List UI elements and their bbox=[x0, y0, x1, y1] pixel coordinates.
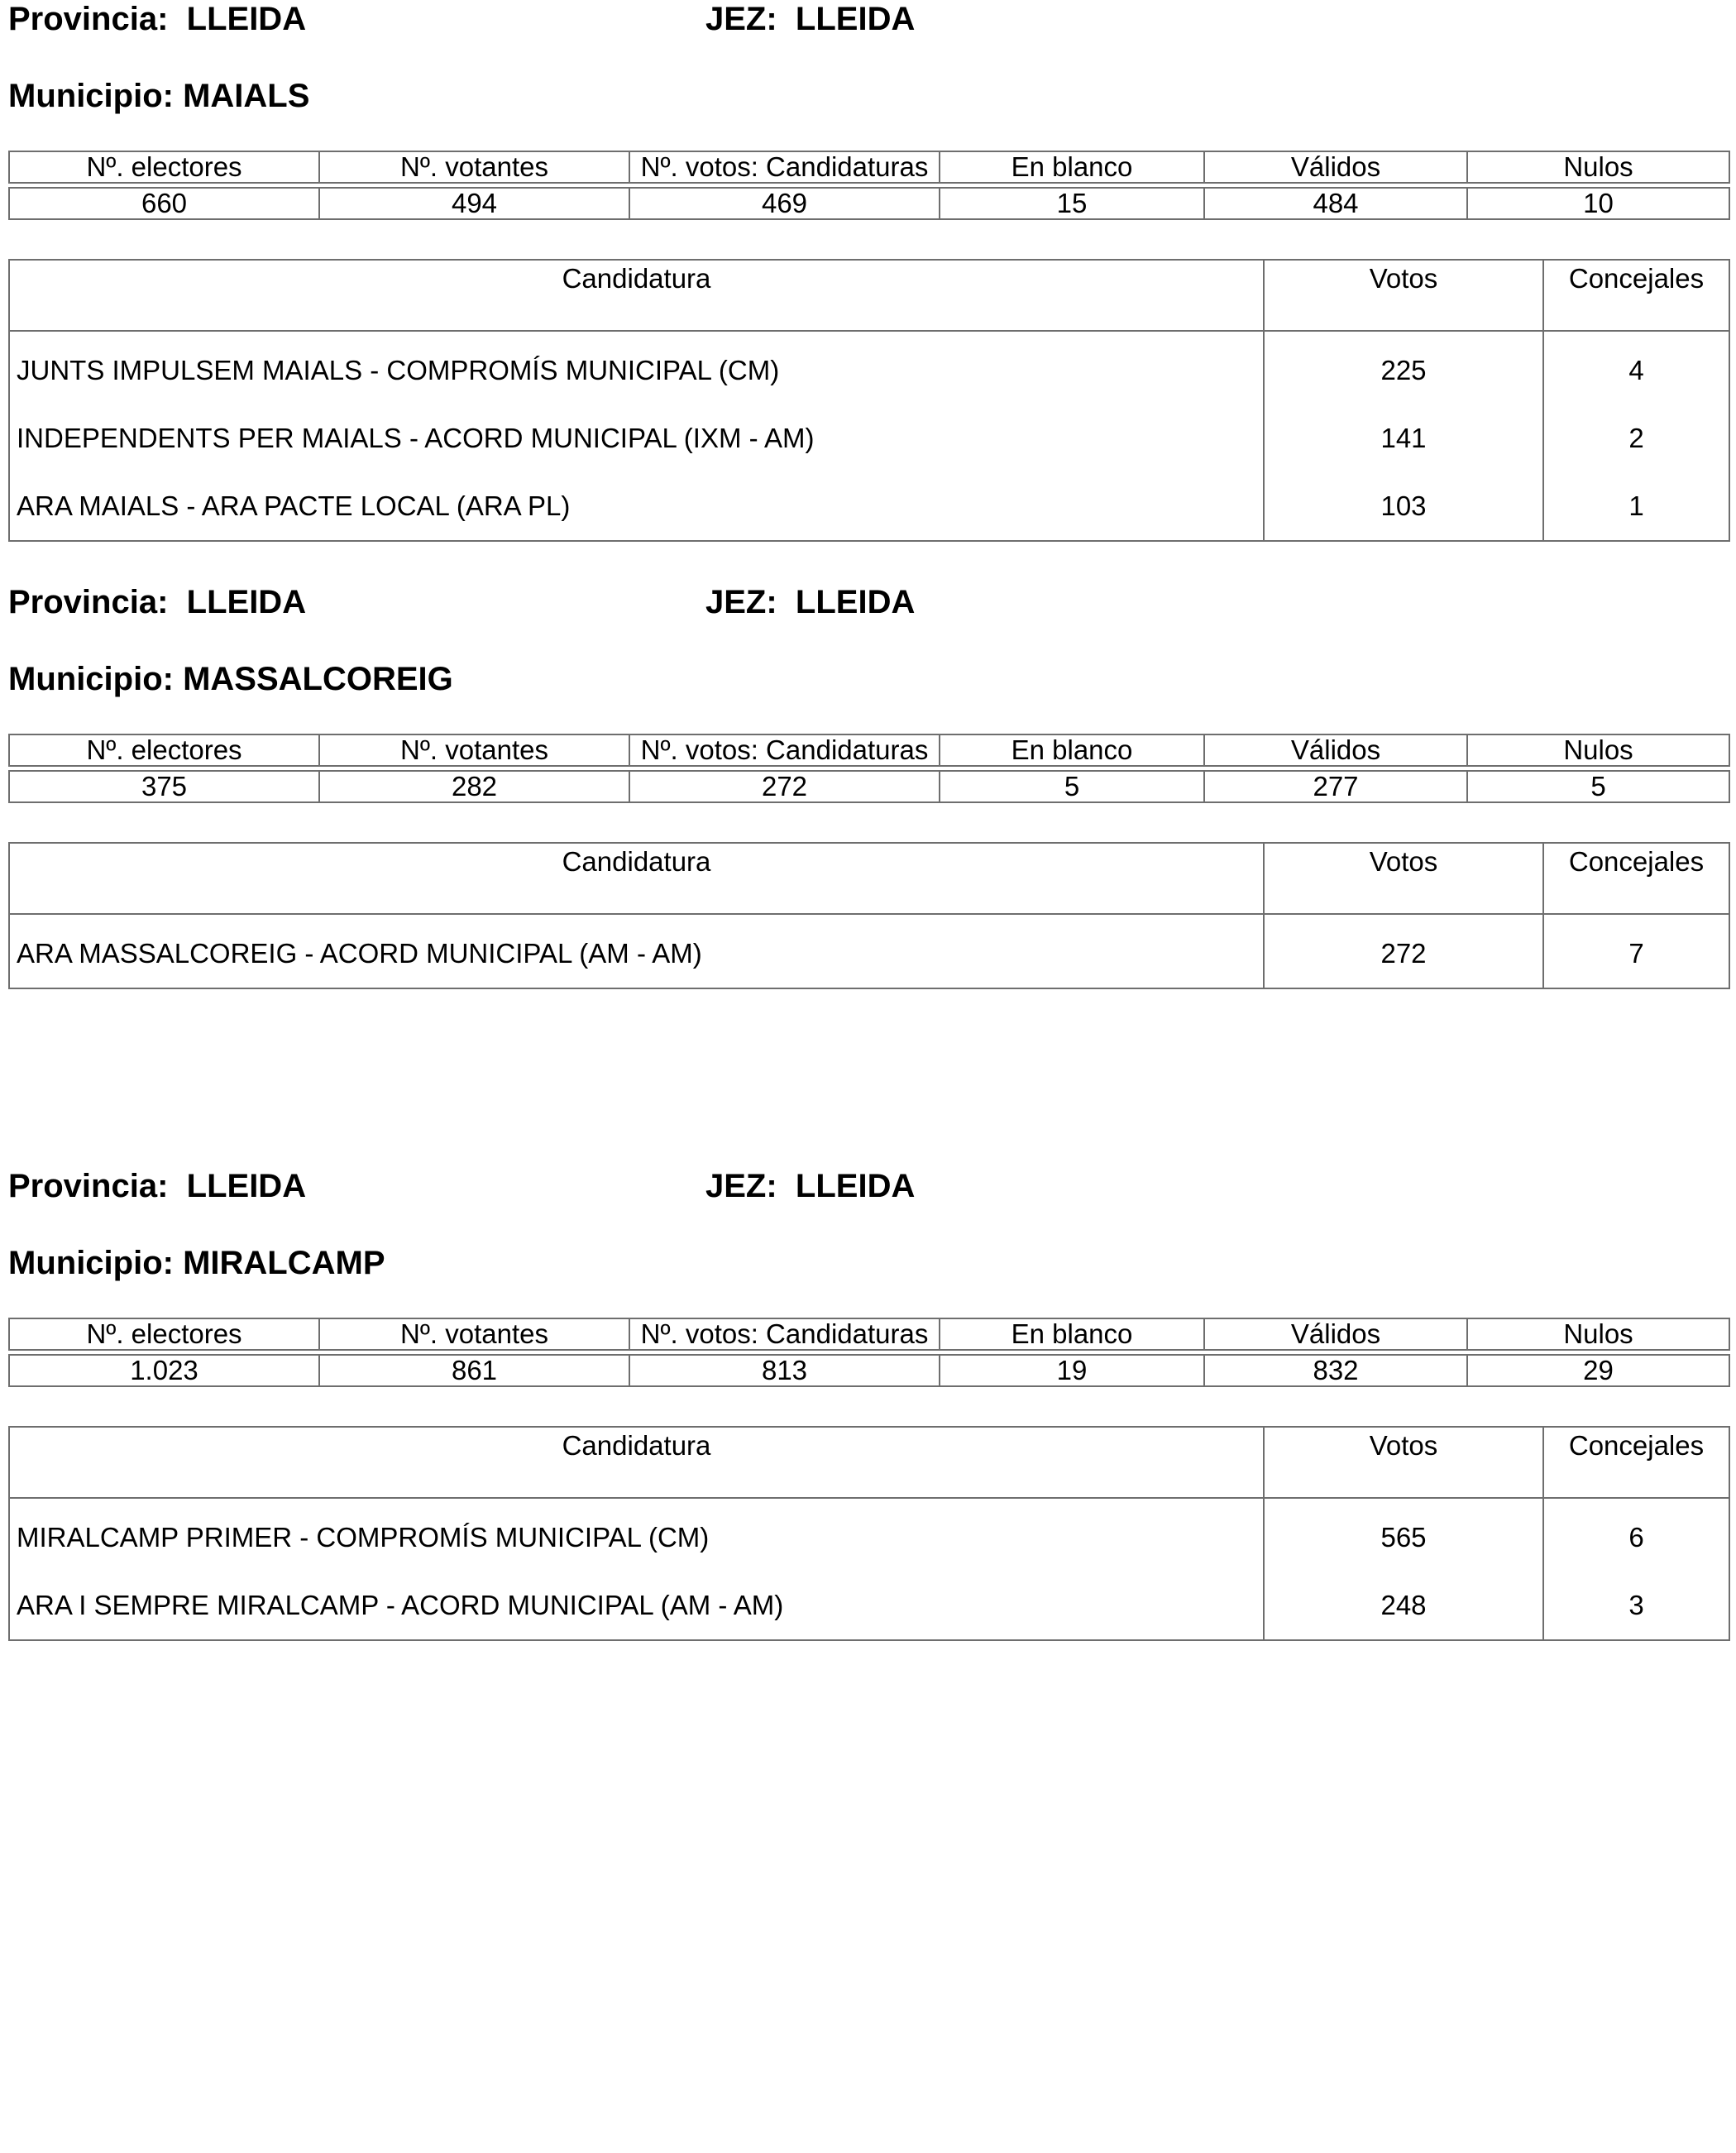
header-candidatura: Candidatura bbox=[9, 260, 1264, 331]
candidatura-concejales: 2 bbox=[1543, 404, 1729, 472]
value-electores: 1.023 bbox=[9, 1355, 319, 1386]
provincia-heading: Provincia: LLEIDA bbox=[8, 1168, 307, 1204]
candidaturas-table bbox=[8, 1426, 1730, 1641]
value-en-blanco: 19 bbox=[940, 1355, 1204, 1386]
stats-value-row bbox=[9, 771, 1729, 802]
provincia-heading: Provincia: LLEIDA bbox=[8, 1, 307, 37]
value-en-blanco: 5 bbox=[940, 771, 1204, 802]
table-row bbox=[9, 472, 1729, 541]
municipio-heading: Municipio: MIRALCAMP bbox=[8, 1245, 385, 1281]
table-row bbox=[9, 404, 1729, 472]
header-candidatura: Candidatura bbox=[9, 843, 1264, 914]
stats-header-row bbox=[9, 734, 1729, 766]
candidatura-name: ARA MAIALS - ARA PACTE LOCAL (ARA PL) bbox=[9, 472, 1264, 541]
header-nulos: Nulos bbox=[1467, 1318, 1729, 1350]
header-concejales: Concejales bbox=[1543, 1427, 1729, 1498]
value-votantes: 282 bbox=[319, 771, 629, 802]
candidatura-concejales: 4 bbox=[1543, 331, 1729, 404]
header-concejales: Concejales bbox=[1543, 843, 1729, 914]
header-votantes: Nº. votantes bbox=[319, 734, 629, 766]
value-votantes: 861 bbox=[319, 1355, 629, 1386]
value-votos-candidaturas: 272 bbox=[629, 771, 940, 802]
municipio-section bbox=[0, 1167, 1736, 1630]
candidatura-name: INDEPENDENTS PER MAIALS - ACORD MUNICIPAL (IXM - AM) bbox=[9, 404, 1264, 472]
candidatura-concejales: 3 bbox=[1543, 1572, 1729, 1640]
candidaturas-table bbox=[8, 259, 1730, 542]
header-en-blanco: En blanco bbox=[940, 151, 1204, 183]
municipio-section bbox=[0, 0, 1736, 521]
stats-table bbox=[8, 1318, 1730, 1387]
candidatura-votos: 272 bbox=[1264, 914, 1543, 988]
header-en-blanco: En blanco bbox=[940, 1318, 1204, 1350]
value-nulos: 5 bbox=[1467, 771, 1729, 802]
candidaturas-header-row bbox=[9, 260, 1729, 331]
stats-header-row bbox=[9, 151, 1729, 183]
candidaturas-header-row bbox=[9, 843, 1729, 914]
value-nulos: 29 bbox=[1467, 1355, 1729, 1386]
header-votos: Votos bbox=[1264, 260, 1543, 331]
header-electores: Nº. electores bbox=[9, 151, 319, 183]
stats-value-row bbox=[9, 188, 1729, 219]
value-electores: 660 bbox=[9, 188, 319, 219]
candidatura-name: ARA MASSALCOREIG - ACORD MUNICIPAL (AM - AM) bbox=[9, 914, 1264, 988]
value-votos-candidaturas: 813 bbox=[629, 1355, 940, 1386]
jez-heading: JEZ: LLEIDA bbox=[705, 1, 916, 37]
header-validos: Válidos bbox=[1204, 1318, 1467, 1350]
table-row bbox=[9, 914, 1729, 988]
provincia-heading: Provincia: LLEIDA bbox=[8, 584, 307, 620]
value-validos: 832 bbox=[1204, 1355, 1467, 1386]
header-votos: Votos bbox=[1264, 1427, 1543, 1498]
candidaturas-table bbox=[8, 842, 1730, 989]
jez-heading: JEZ: LLEIDA bbox=[705, 1168, 916, 1204]
municipio-heading: Municipio: MAIALS bbox=[8, 78, 310, 114]
candidatura-votos: 248 bbox=[1264, 1572, 1543, 1640]
candidatura-concejales: 7 bbox=[1543, 914, 1729, 988]
candidatura-votos: 225 bbox=[1264, 331, 1543, 404]
header-validos: Válidos bbox=[1204, 151, 1467, 183]
header-validos: Válidos bbox=[1204, 734, 1467, 766]
candidaturas-header-row bbox=[9, 1427, 1729, 1498]
value-validos: 277 bbox=[1204, 771, 1467, 802]
value-validos: 484 bbox=[1204, 188, 1467, 219]
header-votos-candidaturas: Nº. votos: Candidaturas bbox=[629, 1318, 940, 1350]
value-nulos: 10 bbox=[1467, 188, 1729, 219]
jez-heading: JEZ: LLEIDA bbox=[705, 584, 916, 620]
candidatura-concejales: 1 bbox=[1543, 472, 1729, 541]
table-row bbox=[9, 1498, 1729, 1572]
stats-value-row bbox=[9, 1355, 1729, 1386]
candidatura-votos: 141 bbox=[1264, 404, 1543, 472]
header-votantes: Nº. votantes bbox=[319, 151, 629, 183]
candidatura-name: JUNTS IMPULSEM MAIALS - COMPROMÍS MUNICIPAL (CM) bbox=[9, 331, 1264, 404]
header-electores: Nº. electores bbox=[9, 734, 319, 766]
header-votos-candidaturas: Nº. votos: Candidaturas bbox=[629, 734, 940, 766]
value-en-blanco: 15 bbox=[940, 188, 1204, 219]
candidatura-votos: 103 bbox=[1264, 472, 1543, 541]
stats-table bbox=[8, 734, 1730, 803]
header-votos: Votos bbox=[1264, 843, 1543, 914]
candidatura-votos: 565 bbox=[1264, 1498, 1543, 1572]
table-row bbox=[9, 1572, 1729, 1640]
value-electores: 375 bbox=[9, 771, 319, 802]
header-nulos: Nulos bbox=[1467, 151, 1729, 183]
header-en-blanco: En blanco bbox=[940, 734, 1204, 766]
header-candidatura: Candidatura bbox=[9, 1427, 1264, 1498]
candidatura-concejales: 6 bbox=[1543, 1498, 1729, 1572]
value-votantes: 494 bbox=[319, 188, 629, 219]
stats-table bbox=[8, 151, 1730, 220]
stats-header-row bbox=[9, 1318, 1729, 1350]
candidatura-name: ARA I SEMPRE MIRALCAMP - ACORD MUNICIPAL (AM - AM) bbox=[9, 1572, 1264, 1640]
header-votantes: Nº. votantes bbox=[319, 1318, 629, 1350]
table-row bbox=[9, 331, 1729, 404]
candidatura-name: MIRALCAMP PRIMER - COMPROMÍS MUNICIPAL (CM) bbox=[9, 1498, 1264, 1572]
value-votos-candidaturas: 469 bbox=[629, 188, 940, 219]
municipio-heading: Municipio: MASSALCOREIG bbox=[8, 661, 453, 697]
header-concejales: Concejales bbox=[1543, 260, 1729, 331]
header-nulos: Nulos bbox=[1467, 734, 1729, 766]
header-votos-candidaturas: Nº. votos: Candidaturas bbox=[629, 151, 940, 183]
header-electores: Nº. electores bbox=[9, 1318, 319, 1350]
municipio-section bbox=[0, 583, 1736, 1046]
